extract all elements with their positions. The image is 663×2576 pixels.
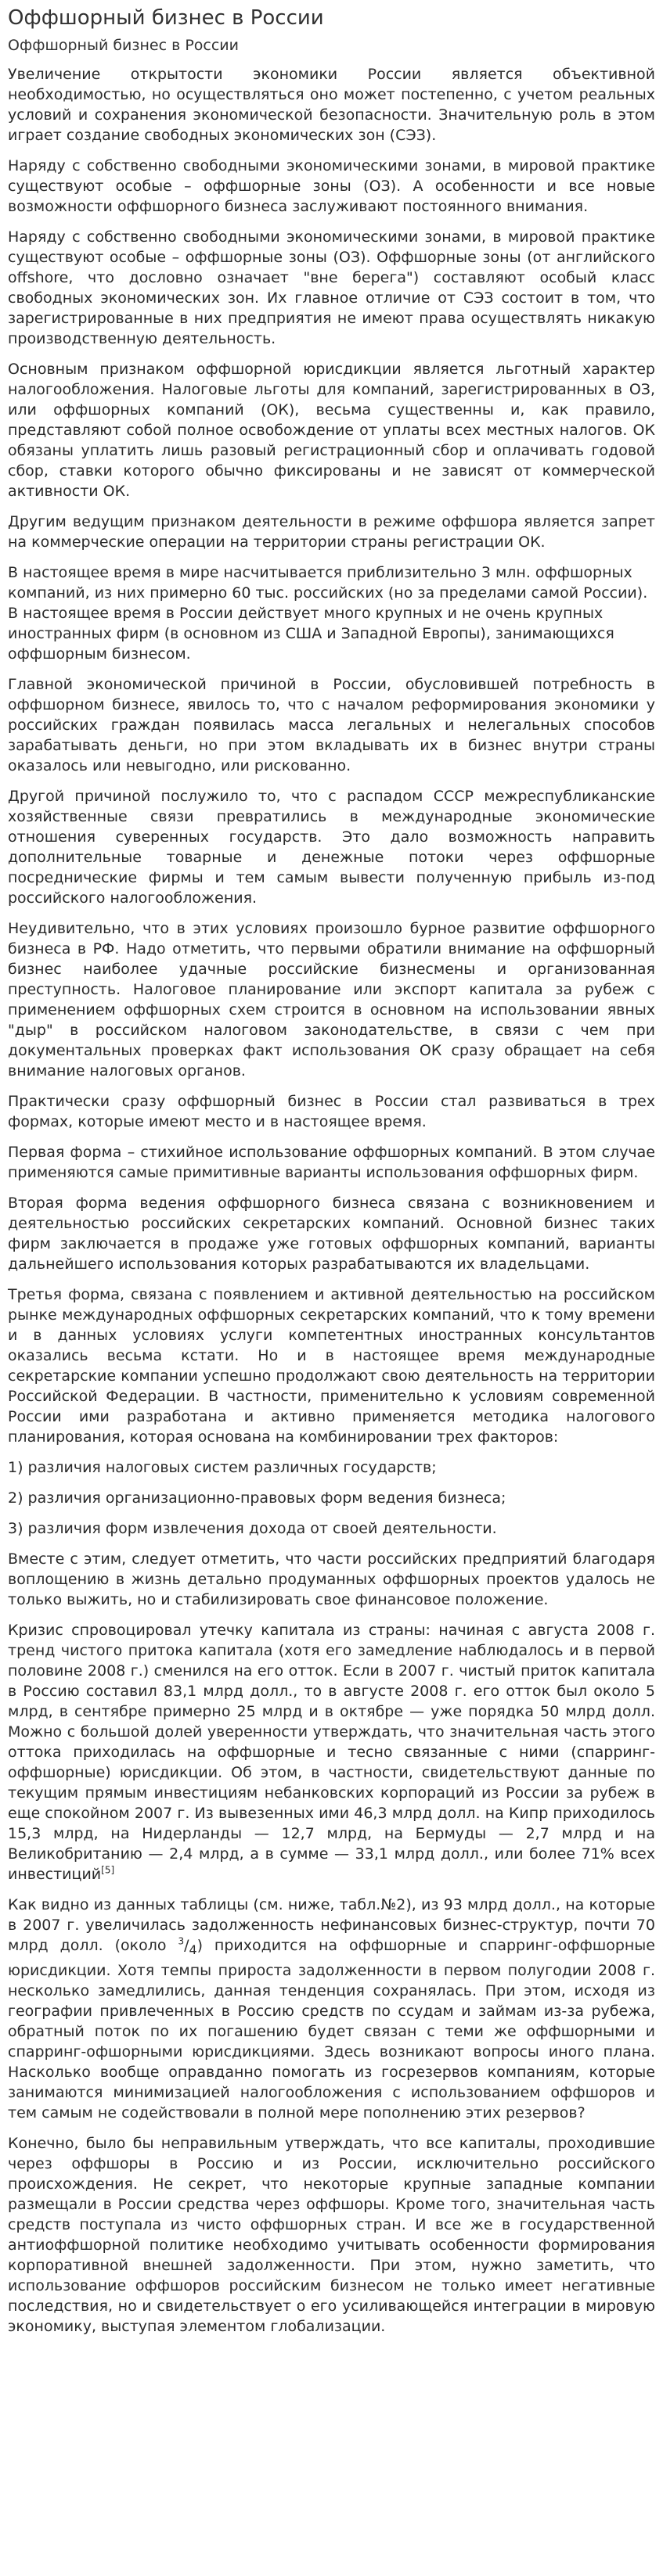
paragraph-8: Другой причиной послужило то, что с распадом СССР межреспубликанские хозяйственные связи превратились в международные экономические отношения суверенных государств. Это дало возможность направить дополнительные товарные и денежные потоки через оффшорные посреднические фирмы и тем самым вывести полученную прибыль из-под российского налогообложения. (8, 788, 655, 907)
article-body (8, 64, 655, 2337)
paragraph-9: Неудивительно, что в этих условиях произошло бурное развитие оффшорного бизнеса в РФ. Надо отметить, что первыми обратили внимание на оффшорный бизнес наиболее удачные российские бизнесмены и организованная преступность. Налоговое планирование или экспорт капитала за рубеж с применением оффшорных схем строится в основном на использовании явных "дыр" в российском налоговом законодательстве, в связи с чем при документальных проверках факт использования ОК сразу обращает на себя внимание налоговых органов. (8, 920, 655, 1080)
fraction-denominator: 4 (189, 1942, 197, 1957)
paragraph-15-text: Кризис спровоцировал утечку капитала из страны: начиная с августа 2008 г. тренд чистого притока капитала (хотя его замедление наблюдалось и в первой половине 2008 г.) сменился на его отток. Если в 2007 г. чистый приток капитала в Россию составил 83,1 млрд долл., то в августе 2008 г. его отток был около 5 млрд, в сентябре примерно 25 млрд и в октябре — уже порядка 50 млрд долл. Можно с большой долей уверенности утверждать, что значительная часть этого оттока приходилась на оффшорные и тесно связанные с ними (спарринг-оффшорные) юрисдикции. Об этом, в частности, свидетельствуют данные по текущим прямым инвестициям небанковских корпораций из России за рубеж в еще спокойном 2007 г. Из вывезенных ими 46,3 млрд долл. на Кипр приходилось 15,3 млрд, на Нидерланды — 12,7 млрд, на Бермуды — 2,7 млрд и на Великобританию — 2,4 млрд, а в сумме — 33,1 млрд долл., или более 71% всех инвестиций (8, 1622, 655, 1883)
list-item-2: 2) различия организационно-правовых форм ведения бизнеса; (8, 1489, 506, 1507)
paragraph-5: Другим ведущим признаком деятельности в режиме оффшора является запрет на коммерческие операции на территории страны регистрации ОК. (8, 513, 655, 551)
paragraph-15 (8, 1620, 655, 1884)
paragraph-13: Третья форма, связана с появлением и активной деятельностью на российском рынке международных оффшорных секретарских компаний, что к тому времени и в данных условиях услуги компетентных иностранных консультантов оказались весьма кстати. Но и в настоящее время международные секретарские компании успешно продолжают свою деятельность на территории Российской Федерации. В частности, применительно к условиям современной России ими разработана и активно применяется методика налогового планирования, которая основана на комбинировании трех факторов: (8, 1286, 655, 1446)
paragraph-12: Вторая форма ведения оффшорного бизнеса связана с возникновением и деятельностью российских секретарских компаний. Основной бизнес таких фирм заключается в продаже уже готовых оффшорных компаний, варианты дальнейшего использования которых разрабатываются их владельцами. (8, 1195, 655, 1273)
page-title: Оффшорный бизнес в России (8, 6, 324, 30)
paragraph-17: Конечно, было бы неправильным утверждать, что все капиталы, проходившие через оффшоры в Россию и из России, исключительно российского происхождения. Не секрет, что некоторые крупные западные компании размещали в России средства через оффшоры. Кроме того, значительная часть средств поступала из чисто оффшорных стран. И все же в государственной антиоффшорной политике необходимо учитывать особенности формирования корпоративной внешней задолженности. При этом, нужно заметить, что использование оффшоров российским бизнесом не только имеет негативные последствия, но и свидетельствует о его усиливающейся интеграции в мировую экономику, выступая элементом глобализации. (8, 2134, 655, 2335)
paragraph-4: Основным признаком оффшорной юрисдикции является льготный характер налогообложения. Налоговые льготы для компаний, зарегистрированных в ОЗ, или оффшорных компаний (ОК), весьма существенны и, как правило, представляют собой полное освобождение от уплаты всех местных налогов. ОК обязаны уплатить лишь разовый регистрационный сбор и оплачивать годовой сбор, ставки которого обычно фиксированы и не зависят от коммерческой активности ОК. (8, 361, 655, 500)
paragraph-16 (8, 1895, 655, 2123)
footnote-link[interactable]: [5] (101, 1864, 115, 1876)
fraction-numerator: 3 (178, 1935, 185, 1947)
paragraph-6: В настоящее время в мире насчитывается приблизительно 3 млн. оффшорных компаний, из них примерно 60 тыс. российских (но за пределами самой России). В настоящее время в России действует много крупных и не очень крупных иностранных фирм (в основном из США и Западной Европы), занимающихся оффшорным бизнесом. (8, 564, 648, 663)
fraction-close: ) (196, 1937, 203, 1954)
paragraph-16-text-b: приходится на оффшорные и спарринг-оффшорные юрисдикции. Хотя темпы прироста задолженности в первом полугодии 2008 г. несколько замедлились, данная тенденция сохранялась. При этом, исходя из географии привлеченных в Россию средств по ссудам и займам из-за рубежа, обратный поток по их погашению будет связан с теми же оффшорными и спарринг-офшорными юрисдикциями. Здесь возникают вопросы иного плана. Насколько вообще оправданно помогать из госрезервов компаниям, которые занимаются минимизацией налогообложения с использованием оффшоров и тем самым не содействовали в полной мере пополнению этих резервов? (8, 1937, 656, 2122)
fraction-slash: / (184, 1937, 189, 1954)
page-subtitle: Оффшорный бизнес в России (8, 37, 240, 54)
paragraph-2: Наряду с собственно свободными экономическими зонами, в мировой практике существуют особые – оффшорные зоны (ОЗ). А особенности и все новые возможности оффшорного бизнеса заслуживают постоянного внимания. (8, 157, 655, 215)
paragraph-14: Вместе с этим, следует отметить, что части российских предприятий благодаря воплощению в жизнь детально продуманных оффшорных проектов удалось не только выжить, но и стабилизировать свое финансовое положение. (8, 1550, 655, 1608)
list-item-1: 1) различия налоговых систем различных государств; (8, 1459, 437, 1476)
paragraph-10: Практически сразу оффшорный бизнес в России стал развиваться в трех формах, которые имеют место и в настоящее время. (8, 1093, 655, 1130)
paragraph-3: Наряду с собственно свободными экономическими зонами, в мировой практике существуют особые – оффшорные зоны (ОЗ). Оффшорные зоны (от английского offshore, что дословно означает "вне берега") составляют особый класс свободных экономических зон. Их главное отличие от СЭЗ состоит в том, что зарегистрированные в них предприятия не имеют права осуществлять никакую производственную деятельность. (8, 228, 655, 347)
paragraph-7: Главной экономической причиной в России, обусловившей потребность в оффшорном бизнесе, явилось то, что с началом реформирования экономики у российских граждан появилась масса легальных и нелегальных способов зарабатывать деньги, но при этом вкладывать их в бизнес внутри страны оказалось или невыгодно, или рискованно. (8, 676, 655, 774)
paragraph-16-text-a: Как видно из данных таблицы (см. ниже, табл.№2), из 93 млрд долл., на которые в 2007 г. увеличилась задолженность нефинансовых бизнес-структур, почти 70 млрд долл. (около (8, 1896, 655, 1954)
paragraph-11: Первая форма – стихийное использование оффшорных компаний. В этом случае применяются самые примитивные варианты использования оффшорных фирм. (8, 1144, 655, 1181)
paragraph-1: Увеличение открытости экономики России является объективной необходимостью, но осуществляться оно может постепенно, с учетом реальных условий и сохранения экономической безопасности. Значительную роль в этом играет создание свободных экономических зон (СЭЗ). (8, 66, 655, 144)
list-item-3: 3) различия форм извлечения дохода от своей деятельности. (8, 1520, 497, 1537)
